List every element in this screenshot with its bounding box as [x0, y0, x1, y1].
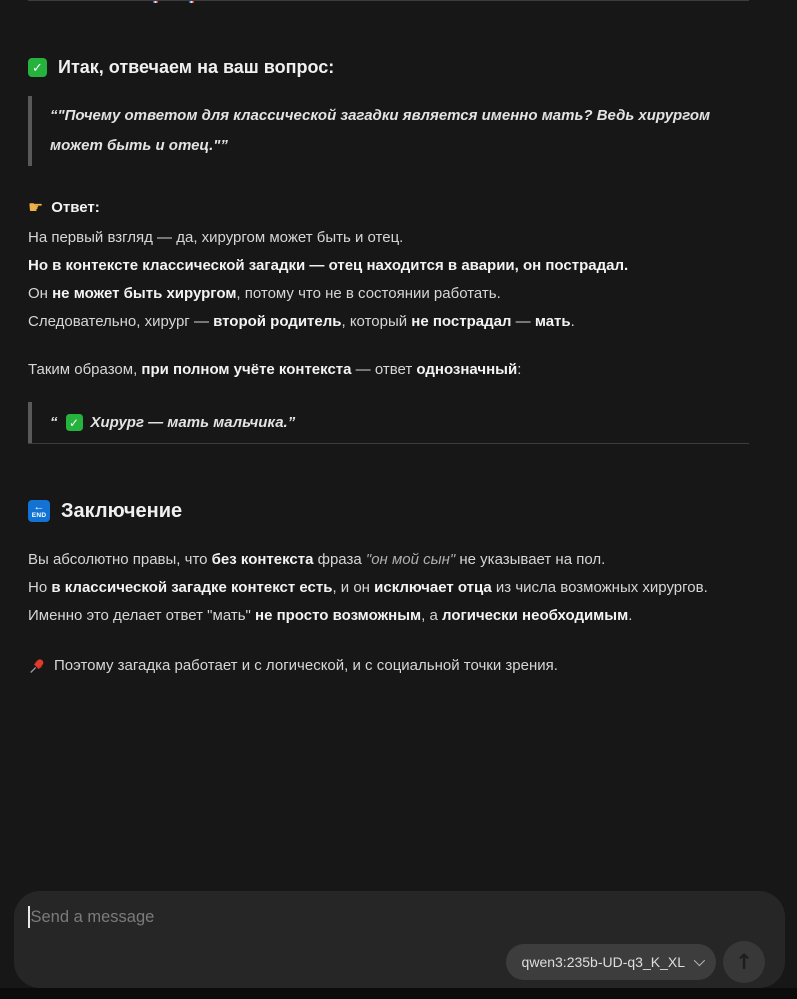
- answer-line: Но в контексте классической загадки — отец находится в аварии, он пострадал.: [28, 257, 629, 274]
- divider: [28, 443, 749, 444]
- pushpin-icon: [28, 657, 46, 675]
- verdict-open-quote: “: [50, 414, 58, 431]
- section-heading-text: Заключение: [61, 500, 183, 522]
- answer-line: На первый взгляд — да, хирургом может быть и отец.: [28, 229, 404, 246]
- composer: [14, 891, 785, 988]
- pin-note-line: [28, 652, 749, 680]
- answer-label: Ответ:: [51, 199, 100, 216]
- divider: [28, 0, 749, 1]
- arrow-up-icon: ↑: [735, 949, 753, 974]
- text-cursor: [28, 906, 30, 928]
- check-mark-emoji-icon: [66, 414, 83, 431]
- pin-note-text: Поэтому загадка работает и с логической, и с социальной точки зрения.: [54, 657, 558, 674]
- send-button[interactable]: [723, 941, 765, 983]
- section-heading-conclusion: [28, 496, 749, 526]
- quoted-user-question: [28, 96, 749, 166]
- answer-line: Следовательно, хирург — второй родитель, который не пострадал — мать.: [28, 313, 575, 330]
- end-label-glyph: END: [31, 511, 47, 519]
- verdict-quote: [28, 402, 749, 443]
- message-input[interactable]: [28, 906, 695, 928]
- section-heading-text: Итак, отвечаем на ваш вопрос:: [58, 57, 335, 77]
- conclusion-line: Именно это делает ответ "мать" не просто возможным, а логически необходимым.: [28, 607, 633, 624]
- left-arrow-glyph: ←: [33, 500, 45, 513]
- model-selector-button[interactable]: [506, 944, 716, 980]
- model-name-label: qwen3:235b-UD-q3_K_XL: [521, 954, 685, 970]
- conclusion-line: Вы абсолютно правы, что без контекста фраза "он мой сын" не указывает на пол.: [28, 551, 606, 568]
- check-glyph: ✓: [32, 59, 43, 75]
- check-glyph: ✓: [68, 415, 80, 430]
- bottom-strip: [0, 988, 797, 999]
- section-heading-answer: [28, 54, 749, 80]
- quoted-question-text: “"Почему ответом для классической загадки является именно мать? Ведь хирургом может быть и отец."”: [50, 107, 711, 154]
- composer-actions: [506, 941, 765, 983]
- verdict-text: Хирург — мать мальчика.”: [90, 414, 296, 431]
- end-emoji-icon: [28, 500, 50, 522]
- answer-label-line: [28, 194, 749, 222]
- answer-line: Он не может быть хирургом, потому что не в состоянии работать.: [28, 285, 501, 302]
- summary-line: Таким образом, при полном учёте контекста — ответ однозначный:: [28, 361, 522, 378]
- chevron-down-icon: [694, 955, 705, 966]
- input-placeholder: Send a message: [30, 907, 155, 926]
- check-mark-emoji-icon: [28, 58, 47, 77]
- pointing-right-icon: ☛: [28, 197, 44, 218]
- conclusion-line: Но в классической загадке контекст есть, и он исключает отца из числа возможных хирургов.: [28, 579, 708, 596]
